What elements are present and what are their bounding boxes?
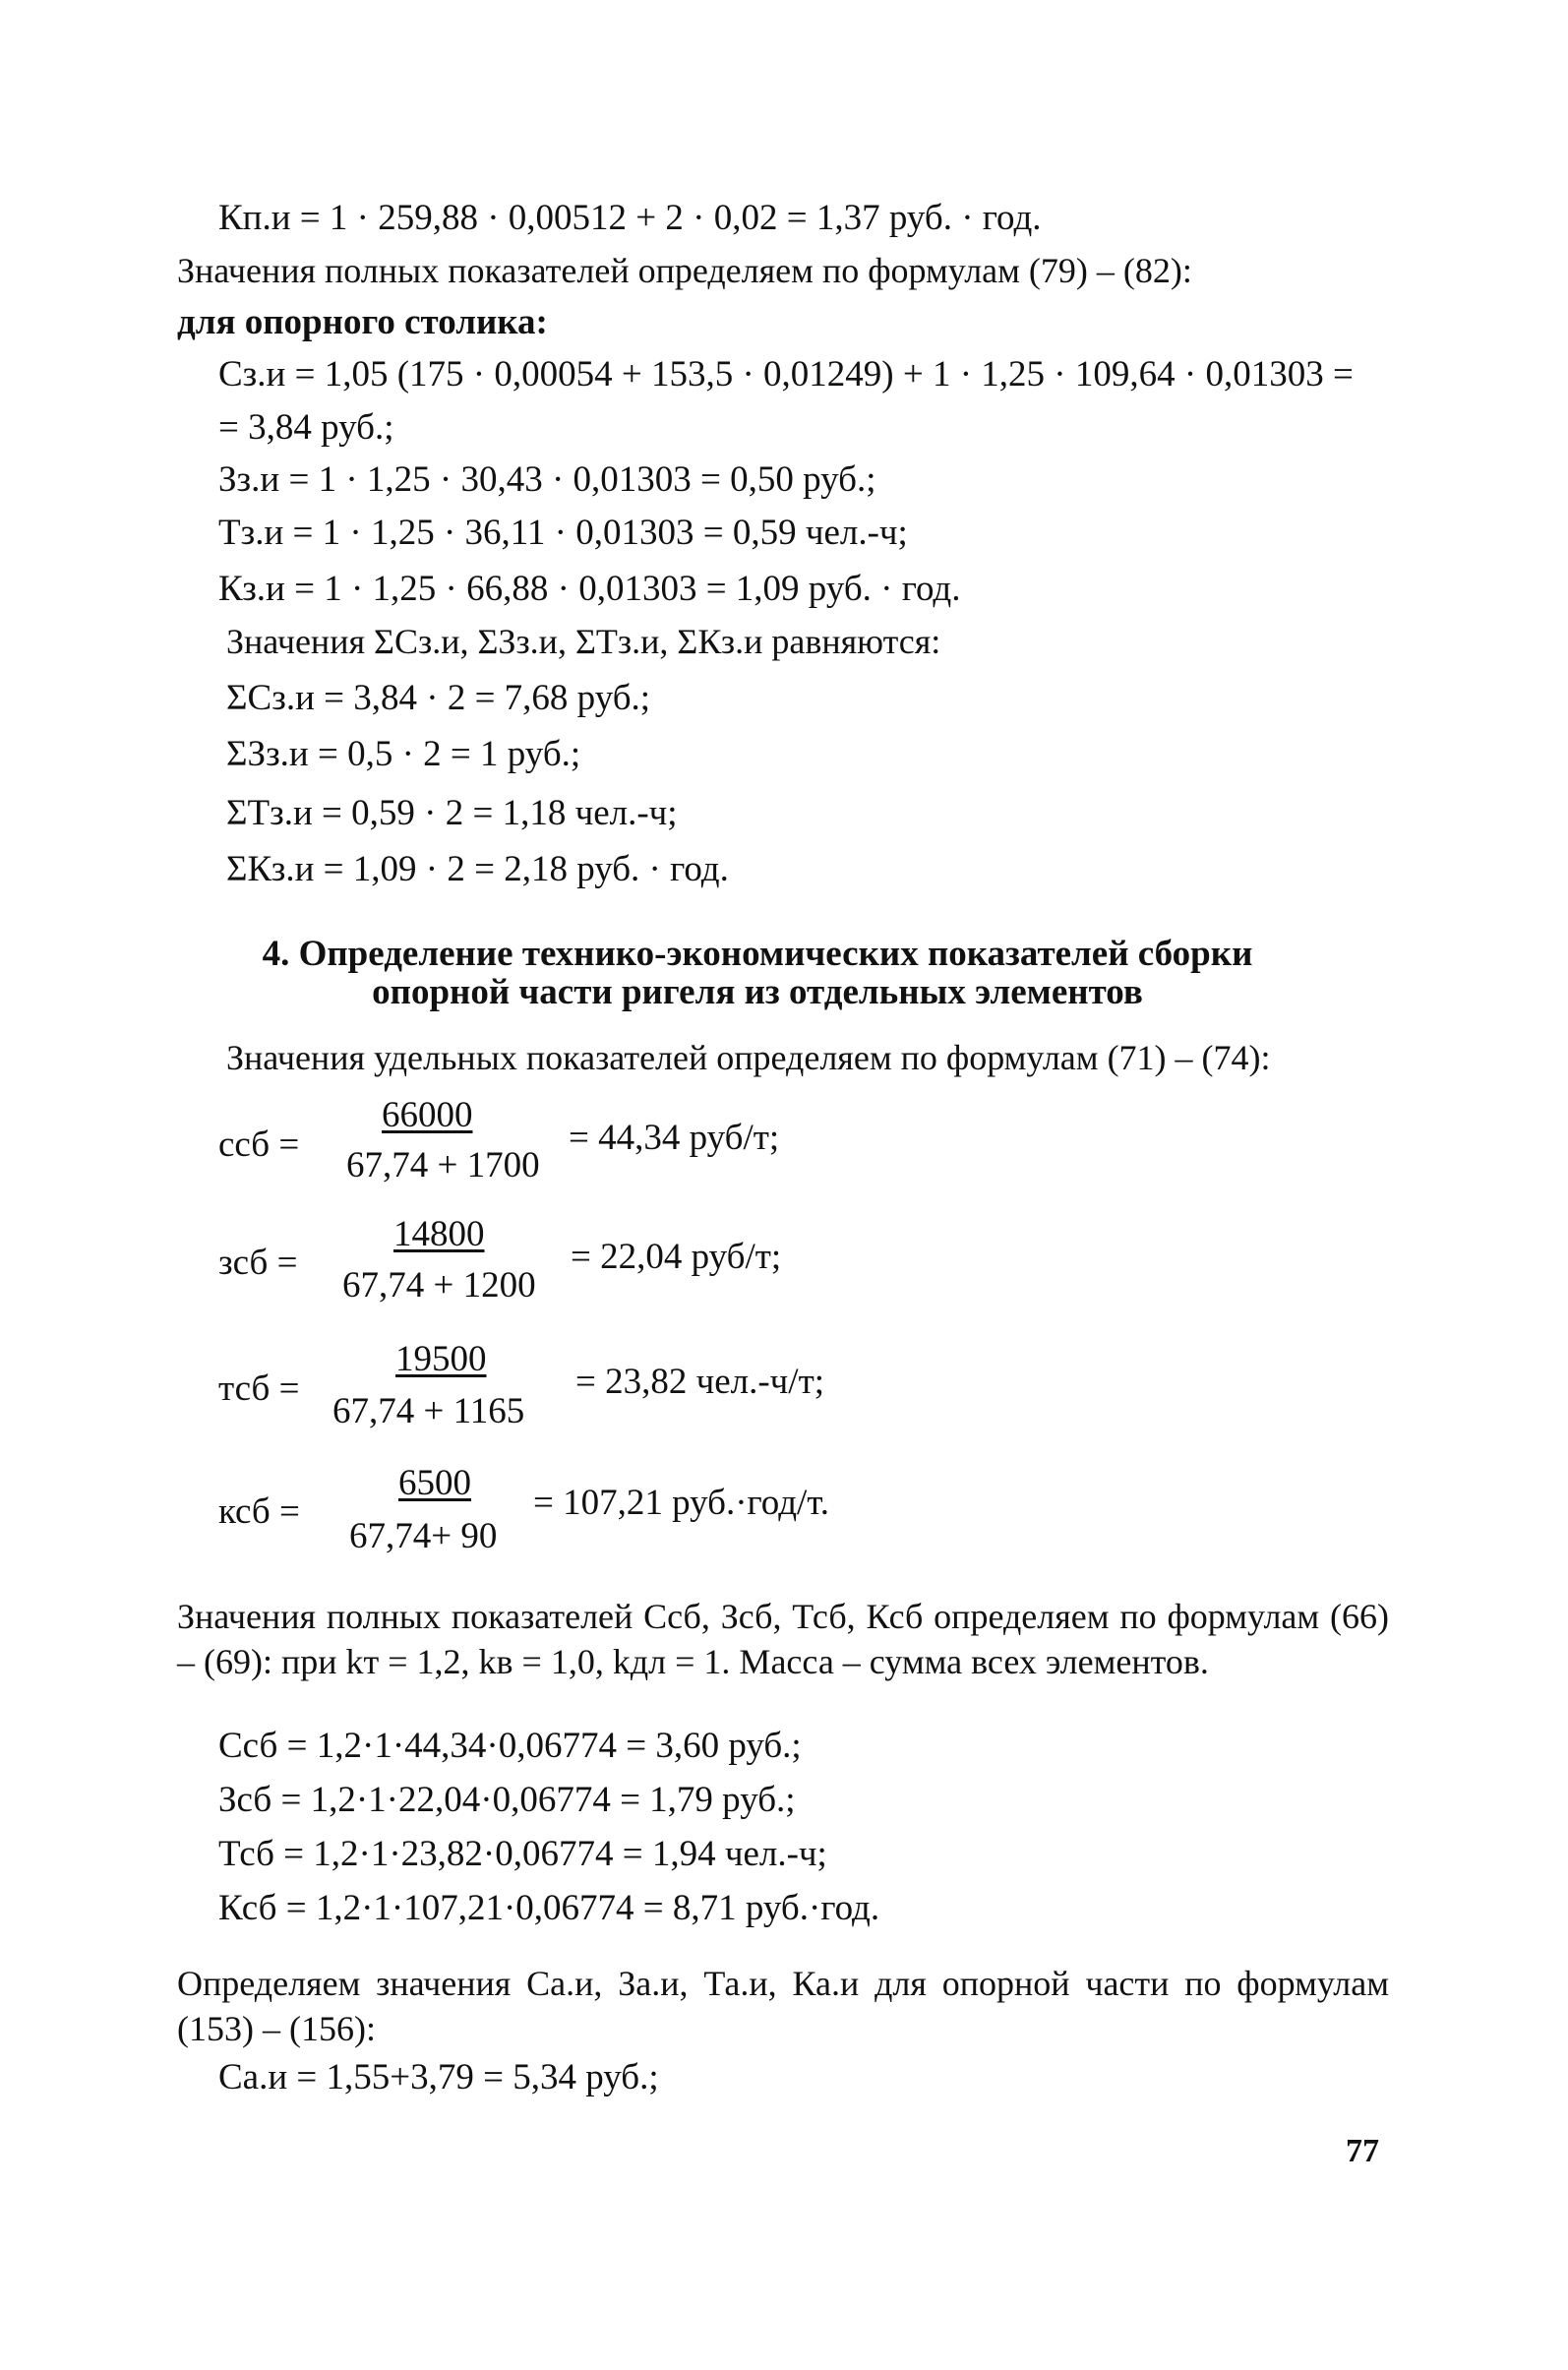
fraction-numerator: 66000 — [382, 1095, 473, 1135]
fraction-numerator: 14800 — [393, 1214, 485, 1254]
result-tsb: Тсб = 1,2·1·23,82·0,06774 = 1,94 чел.-ч; — [218, 1834, 827, 1874]
fraction-result: = 22,04 руб/т; — [571, 1237, 782, 1277]
text-specific-indicators: Значения удельных показателей определяем по формулам (71) – (74): — [226, 1038, 1271, 1077]
page-number: 77 — [1346, 2133, 1379, 2169]
fraction-result: = 107,21 руб.·год/т. — [533, 1483, 829, 1523]
formula-kzi: Кз.и = 1 · 1,25 · 66,88 · 0,01303 = 1,09 руб. · год. — [218, 569, 961, 609]
paragraph-full-indicators: Значения полных показателей Cсб, Зсб, Тсб, Ксб определяем по формулам (66) – (69): при kт = 1,2, kв = 1,0, kдл = 1. Масса – сумма всех элементов. — [177, 1597, 1389, 1681]
fraction-denominator: 67,74 + 1700 — [346, 1145, 540, 1185]
fraction-name: зсб = — [218, 1243, 298, 1283]
formula-sum-tzi: ΣТз.и = 0,59 · 2 = 1,18 чел.-ч; — [226, 793, 678, 833]
formula-czi: Cз.и = 1,05 (175 · 0,00054 + 153,5 · 0,01249) + 1 · 1,25 · 109,64 · 0,01303 = — [218, 354, 1354, 395]
section-heading-line2: опорной части ригеля из отдельных элементов — [372, 972, 1143, 1012]
fraction-result: = 44,34 руб/т; — [569, 1118, 780, 1158]
fraction-denominator: 67,74+ 90 — [349, 1516, 498, 1556]
result-cai: Cа.и = 1,55+3,79 = 5,34 руб.; — [218, 2057, 659, 2097]
fraction-name: ксб = — [218, 1491, 300, 1532]
section-heading-line1: 4. Определение технико-экономических показателей сборки — [262, 934, 1253, 974]
formula-czi-result: = 3,84 руб.; — [218, 407, 394, 448]
fraction-numerator: 6500 — [398, 1463, 471, 1503]
fraction-denominator: 67,74 + 1165 — [332, 1391, 525, 1431]
fraction-name: cсб = — [218, 1124, 300, 1165]
formula-kpi: Кп.и = 1 · 259,88 · 0,00512 + 2 · 0,02 = 1,37 руб. · год. — [218, 198, 1042, 238]
fraction-result: = 23,82 чел.-ч/т; — [575, 1362, 825, 1402]
result-csb: Cсб = 1,2·1·44,34·0,06774 = 3,60 руб.; — [218, 1726, 802, 1766]
text-full-indicators: Значения полных показателей определяем по формулам (79) – (82): — [177, 251, 1192, 290]
paragraph-support-part: Определяем значения Cа.и, За.и, Та.и, Ка.и для опорной части по формулам (153) – (156): — [177, 1964, 1389, 2048]
formula-sum-kzi: ΣКз.и = 1,09 · 2 = 2,18 руб. · год. — [226, 849, 729, 889]
text-sum-values: Значения ΣCз.и, ΣЗз.и, ΣТз.и, ΣКз.и равняются: — [226, 622, 941, 661]
result-zsb: Зсб = 1,2·1·22,04·0,06774 = 1,79 руб.; — [218, 1780, 796, 1820]
fraction-name: тсб = — [218, 1368, 300, 1409]
subheading-support-table: для опорного столика: — [177, 302, 548, 342]
formula-sum-czi: ΣCз.и = 3,84 · 2 = 7,68 руб.; — [226, 678, 651, 718]
formula-sum-zzi: ΣЗз.и = 0,5 · 2 = 1 руб.; — [226, 734, 581, 774]
fraction-denominator: 67,74 + 1200 — [342, 1265, 536, 1306]
formula-zzi: Зз.и = 1 · 1,25 · 30,43 · 0,01303 = 0,50 руб.; — [218, 459, 876, 500]
fraction-numerator: 19500 — [395, 1339, 487, 1379]
formula-tzi: Тз.и = 1 · 1,25 · 36,11 · 0,01303 = 0,59 чел.-ч; — [218, 513, 908, 553]
result-ksb: Ксб = 1,2·1·107,21·0,06774 = 8,71 руб.·год. — [218, 1888, 880, 1928]
